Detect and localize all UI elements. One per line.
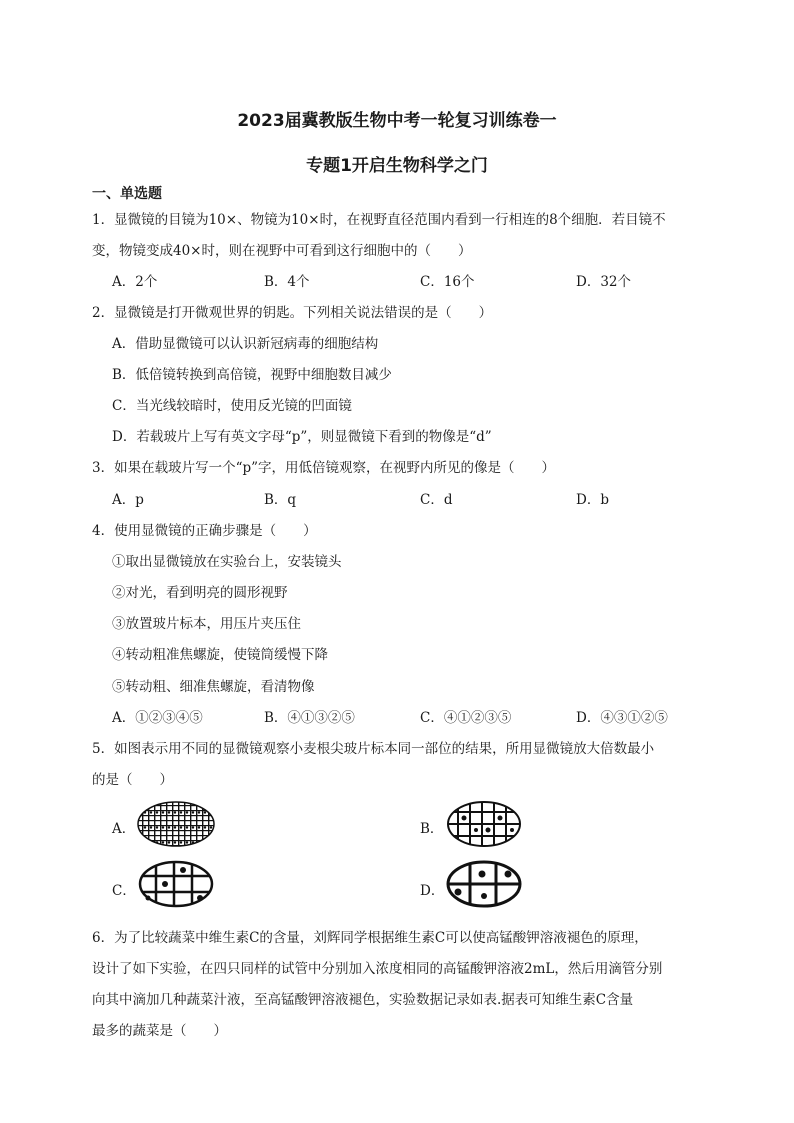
q3-option-d[interactable]: D．b [576, 492, 609, 508]
q1-option-d[interactable]: D．32个 [576, 274, 632, 290]
q4-step-1: ①取出显微镜放在实验台上，安装镜头 [112, 554, 342, 570]
q4-option-c[interactable]: C．④①②③⑤ [420, 710, 512, 726]
q5-option-b-label[interactable]: B． [420, 821, 444, 837]
micrograph-a[interactable] [136, 800, 216, 848]
q4-step-2: ②对光，看到明亮的圆形视野 [112, 585, 288, 601]
q1-stem-line1: 1．显微镜的目镜为10×、物镜为10×时，在视野直径范围内看到一行相连的8个细胞．若目镜不 [92, 212, 666, 228]
section-heading: 一、单选题 [92, 186, 162, 202]
q5-stem-line1: 5．如图表示用不同的显微镜观察小麦根尖玻片标本同一部位的结果，所用显微镜放大倍数最小 [92, 741, 655, 757]
q3-stem: 3．如果在载玻片写一个“p”字，用低倍镜观察，在视野内所见的像是（ ） [92, 460, 556, 476]
q2-stem: 2．显微镜是打开微观世界的钥匙。下列相关说法错误的是（ ） [92, 305, 493, 321]
q3-option-a[interactable]: A．p [112, 492, 144, 508]
q6-stem-line4: 最多的蔬菜是（ ） [92, 1023, 227, 1039]
micrograph-d[interactable] [444, 860, 524, 908]
q4-option-d[interactable]: D．④③①②⑤ [576, 710, 668, 726]
document-title: 2023届冀教版生物中考一轮复习训练卷一 [237, 111, 557, 131]
q4-step-4: ④转动粗准焦螺旋，使镜筒缓慢下降 [112, 647, 328, 663]
q2-option-c[interactable]: C．当光线较暗时，使用反光镜的凹面镜 [112, 398, 352, 414]
document-subtitle: 专题1开启生物科学之门 [306, 156, 488, 176]
q3-option-b[interactable]: B．q [264, 492, 297, 508]
q2-option-d[interactable]: D．若载玻片上写有英文字母“p”，则显微镜下看到的物像是“d” [112, 429, 492, 445]
micrograph-b[interactable] [444, 800, 524, 848]
q2-option-b[interactable]: B．低倍镜转换到高倍镜，视野中细胞数目减少 [112, 367, 392, 383]
q4-option-a[interactable]: A．①②③④⑤ [112, 710, 203, 726]
q5-option-a-label[interactable]: A． [112, 821, 136, 837]
q1-stem-line2: 变，物镜变成40×时，则在视野中可看到这行细胞中的（ ） [92, 243, 472, 259]
q4-stem: 4．使用显微镜的正确步骤是（ ） [92, 523, 317, 539]
q5-stem-line2: 的是（ ） [92, 772, 173, 788]
micrograph-c[interactable] [136, 860, 216, 908]
q1-option-b[interactable]: B．4个 [264, 274, 310, 290]
q4-step-3: ③放置玻片标本，用压片夹压住 [112, 616, 301, 632]
q1-option-a[interactable]: A．2个 [112, 274, 158, 290]
q2-option-a[interactable]: A．借助显微镜可以认识新冠病毒的细胞结构 [112, 336, 379, 352]
q1-option-c[interactable]: C．16个 [420, 274, 475, 290]
q5-option-d-label[interactable]: D． [420, 883, 445, 899]
q4-option-b[interactable]: B．④①③②⑤ [264, 710, 355, 726]
q6-stem-line2: 设计了如下实验，在四只同样的试管中分别加入浓度相同的高锰酸钾溶液2mL，然后用滴管分别 [92, 961, 663, 977]
q6-stem-line1: 6．为了比较蔬菜中维生素C的含量，刘辉同学根据维生素C可以使高锰酸钾溶液褪色的原理， [92, 930, 648, 946]
q5-option-c-label[interactable]: C． [112, 883, 136, 899]
q3-option-c[interactable]: C．d [420, 492, 453, 508]
q6-stem-line3: 向其中滴加几种蔬菜汁液，至高锰酸钾溶液褪色，实验数据记录如表.据表可知维生素C含量 [92, 992, 634, 1008]
q4-step-5: ⑤转动粗、细准焦螺旋，看清物像 [112, 679, 315, 695]
